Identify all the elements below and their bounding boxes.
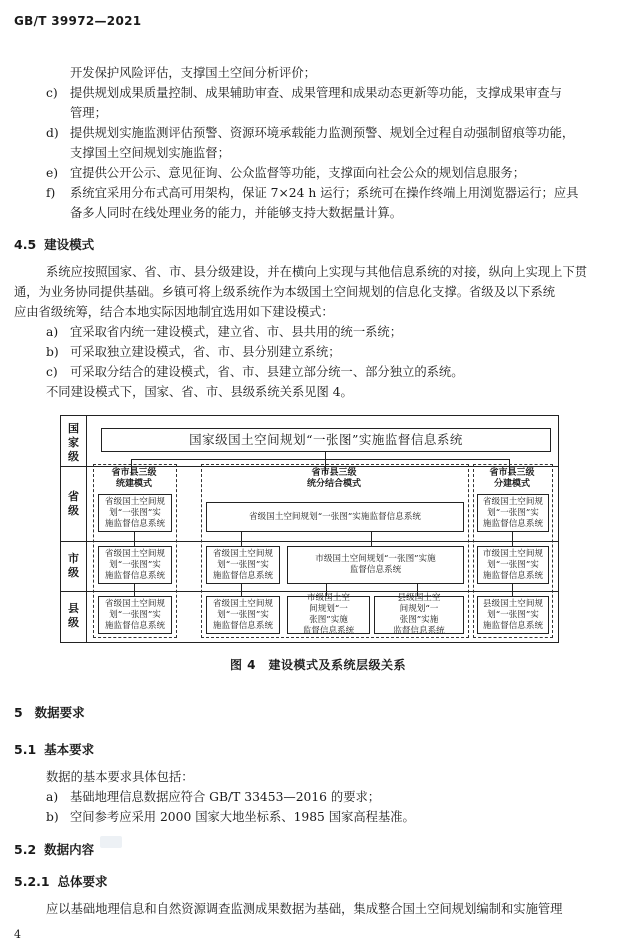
group-heading: 省市县三级 分建模式 (489, 468, 535, 489)
item-c-line1: 提供规划成果质量控制、成果辅助审查、成果管理和成果动态更新等功能，支撑成果审查与 (70, 86, 562, 100)
g2-county-box-c: 县级国土空 间规划“一 张图”实施 监督信息系统 (374, 596, 464, 634)
mode-item-b: 可采取独立建设模式，省、市、县分别建立系统； (70, 345, 341, 359)
section-title: 总体要求 (57, 874, 108, 889)
item-d-line2: 支撑国土空间规划实施监督； (70, 146, 230, 160)
overall-requirement-para: 应以基础地理信息和自然资源调查监测成果数据为基础，集成整合国土空间规划编制和实施管理 (46, 902, 563, 916)
mode-item-a: 宜采取省内统一建设模式，建立省、市、县共用的统一系统； (70, 325, 403, 339)
section-heading-5 (14, 703, 85, 721)
g2-county-box-b: 市级国土空 间规划“一 张图”实施 监督信息系统 (287, 596, 370, 634)
mode-item-c: 可采取分结合的建设模式，省、市、县建立部分统一、部分独立的系统。 (70, 365, 464, 379)
group-heading: 省市县三级 统建模式 (111, 468, 157, 489)
national-connector (325, 451, 326, 459)
section-number: 5.2.1 (14, 874, 50, 889)
construction-mode-diagram (60, 415, 559, 643)
page-number: 4 (14, 928, 21, 941)
level-label-national: 国 家 级 (68, 422, 79, 463)
connector (371, 531, 372, 546)
item-marker: d) (46, 126, 59, 140)
connector (417, 583, 418, 596)
level-column-divider (86, 416, 87, 642)
g1-city-box: 省级国土空间规 划“一张图”实 施监督信息系统 (98, 546, 172, 584)
item-f-line1: 系统宜采用分布式高可用架构，保证 7×24 h 运行；系统可在操作终端上用浏览器运行；应具 (70, 186, 579, 200)
national-connector (131, 459, 509, 460)
level-label-city: 市 级 (68, 552, 79, 579)
section-title: 建设模式 (44, 237, 95, 252)
section-number: 5 (14, 705, 23, 720)
item-marker: b) (46, 810, 59, 824)
connector (512, 531, 513, 546)
g3-city-box: 市级国土空间规 划“一张图”实 施监督信息系统 (477, 546, 549, 584)
para-line1: 系统应按照国家、省、市、县分级建设，并在横向上实现与其他信息系统的对接，纵向上实现上下贯 (46, 265, 588, 279)
connector (134, 531, 135, 546)
connector (512, 583, 513, 596)
level-label-county: 县 级 (68, 602, 79, 629)
section-heading-5-1 (14, 740, 94, 758)
para-line2: 通，为业务协同提供基础。乡镇可将上级系统作为本级国土空间规划的信息化支撑。省级及以下系统 (14, 285, 556, 299)
standard-code: GB/T 39972—2021 (14, 14, 142, 28)
connector (241, 583, 242, 596)
g3-province-box: 省级国土空间规 划“一张图”实 施监督信息系统 (477, 494, 549, 532)
section-number: 5.2 (14, 842, 37, 857)
section-title: 数据内容 (44, 842, 95, 857)
item-marker: f) (46, 186, 56, 200)
g3-county-box: 县级国土空间规 划“一张图”实 施监督信息系统 (477, 596, 549, 634)
requirement-b: 空间参考应采用 2000 国家大地坐标系、1985 国家高程基准。 (70, 810, 415, 824)
figure-caption: 图 4 建设模式及系统层级关系 (229, 658, 407, 672)
item-f-line2: 备多人同时在线处理业务的能力，并能够支持大数据量计算。 (70, 206, 403, 220)
g1-county-box: 省级国土空间规 划“一张图”实 施监督信息系统 (98, 596, 172, 634)
item-marker: a) (46, 790, 59, 804)
section-heading-5-2-1 (14, 872, 108, 890)
level-label-province: 省 级 (68, 490, 79, 517)
item-marker: c) (46, 86, 58, 100)
section-number: 5.1 (14, 742, 37, 757)
requirements-intro: 数据的基本要求具体包括： (46, 770, 194, 784)
item-marker: a) (46, 325, 59, 339)
requirement-a: 基础地理信息数据应符合 GB/T 33453—2016 的要求； (70, 790, 381, 804)
g1-province-box: 省级国土空间规 划“一张图”实 施监督信息系统 (98, 494, 172, 532)
national-system-box: 国家级国土空间规划“一张图”实施监督信息系统 (101, 428, 551, 452)
section-title: 基本要求 (44, 742, 95, 757)
g2-city-box-a: 省级国土空间规 划“一张图”实 施监督信息系统 (206, 546, 280, 584)
connector (134, 583, 135, 596)
connector (241, 531, 242, 546)
item-e-line1: 宜提供公开公示、意见征询、公众监督等功能，支撑面向社会公众的规划信息服务； (70, 166, 525, 180)
item-marker: b) (46, 345, 59, 359)
watermark-badge (100, 836, 122, 848)
para-line3: 应由省级统筹，结合本地实际因地制宜选用如下建设模式： (14, 305, 334, 319)
connector (326, 583, 327, 596)
figure-reference: 不同建设模式下，国家、省、市、县级系统关系见图 4。 (46, 385, 353, 399)
section-heading-5-2 (14, 840, 94, 858)
item-marker: c) (46, 365, 58, 379)
item-d-line1: 提供规划实施监测评估预警、资源环境承载能力监测预警、规划全过程自动强制留痕等功能， (70, 126, 575, 140)
group-heading: 省市县三级 统分结合模式 (306, 468, 361, 489)
continued-line: 开发保护风险评估，支撑国土空间分析评价； (70, 66, 316, 80)
g2-county-box-a: 省级国土空间规 划“一张图”实 施监督信息系统 (206, 596, 280, 634)
g2-city-box-b: 市级国土空间规划“一张图”实施 监督信息系统 (287, 546, 464, 584)
section-heading-4-5 (14, 235, 94, 253)
section-title: 数据要求 (34, 705, 85, 720)
g2-province-box: 省级国土空间规划“一张图”实施监督信息系统 (206, 502, 464, 532)
section-number: 4.5 (14, 237, 37, 252)
item-c-line2: 管理； (70, 106, 107, 120)
item-marker: e) (46, 166, 59, 180)
